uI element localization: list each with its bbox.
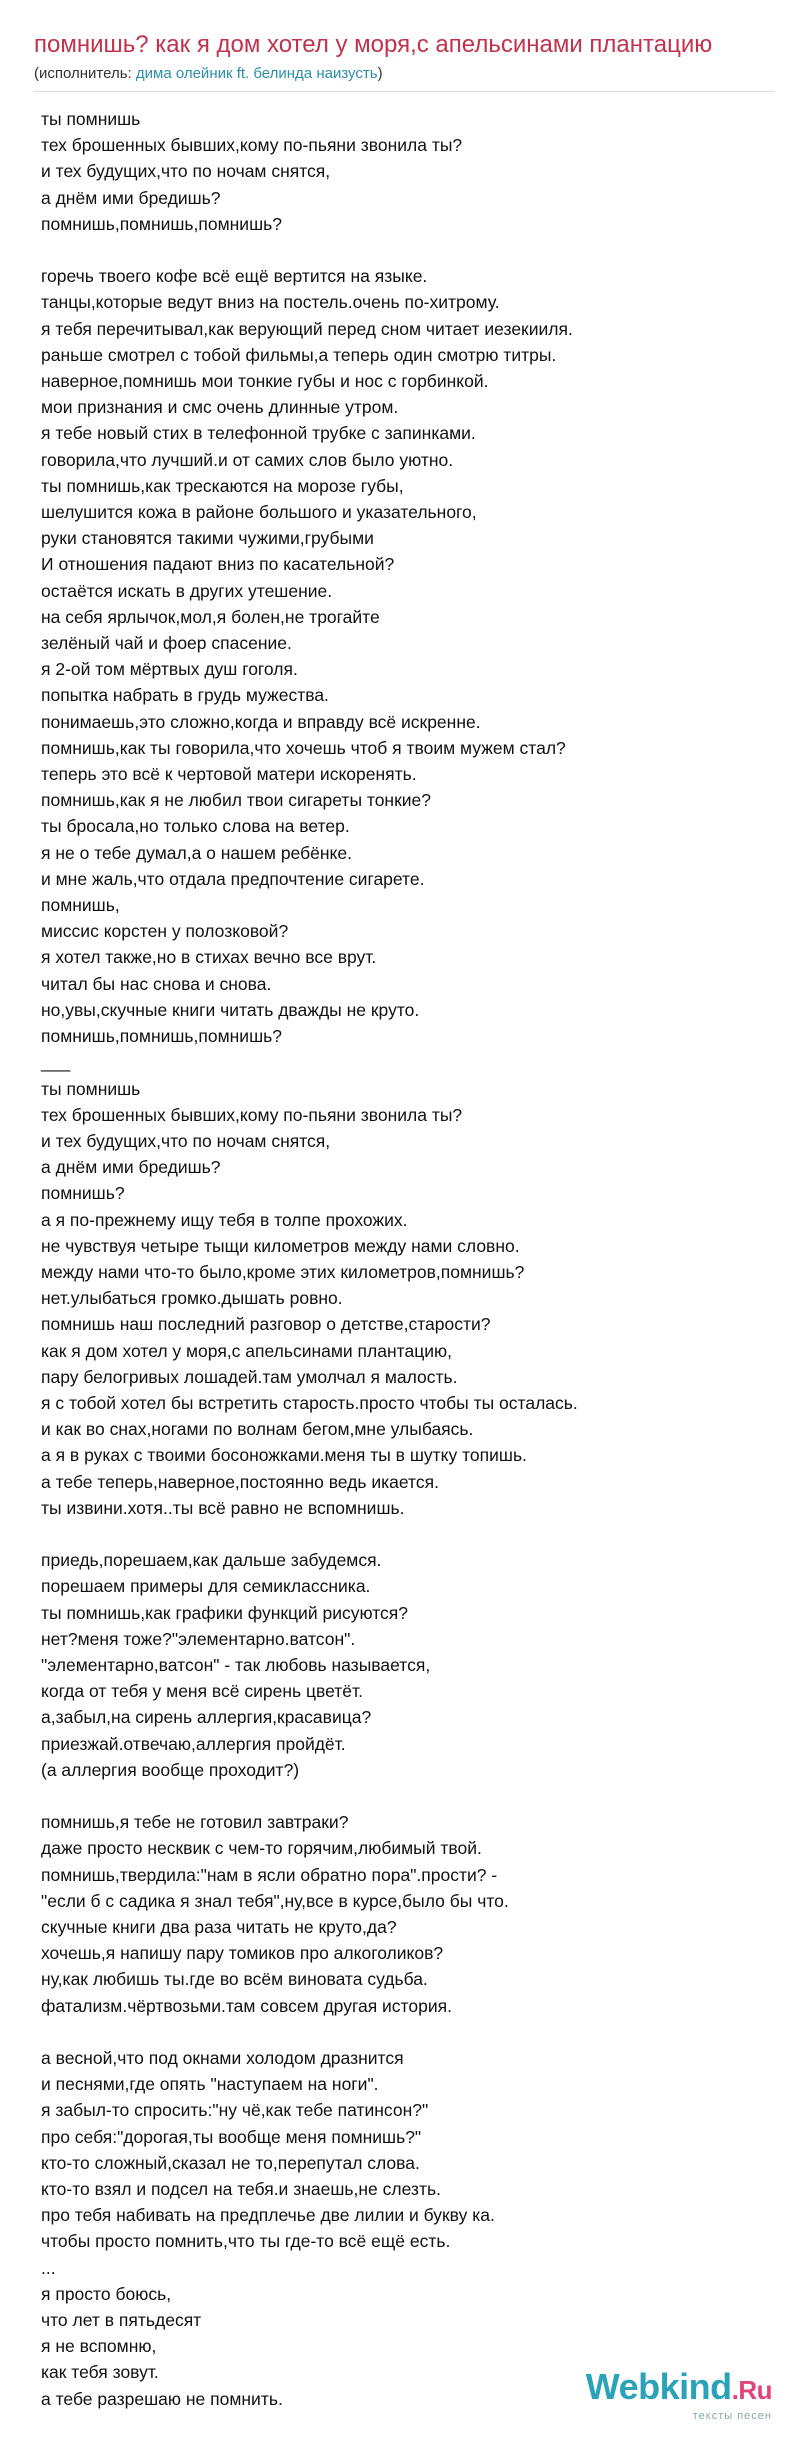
lyric-line: наверное,помнишь мои тонкие губы и нос с горбинкой. — [41, 371, 489, 392]
lyric-line: помнишь,твердила:"нам в ясли обратно пора".прости? - — [41, 1864, 498, 1885]
lyric-line: приезжай.отвечаю,аллергия пройдёт. — [41, 1733, 346, 1754]
lyric-line: я не о тебе думал,а о нашем ребёнке. — [41, 842, 352, 863]
lyric-line: зелёный чай и фоер спасение. — [41, 633, 292, 654]
lyric-line: помнишь? — [41, 1183, 125, 1204]
page — [34, 30, 774, 2412]
lyric-line: я с тобой хотел бы встретить старость.просто чтобы ты осталась. — [41, 1392, 578, 1413]
lyric-line: нет?меня тоже?"элементарно.ватсон". — [41, 1628, 356, 1649]
lyric-line: и тех будущих,что по ночам снятся, — [41, 161, 331, 182]
lyric-line — [41, 1783, 774, 1809]
lyric-line: ___ — [41, 1052, 71, 1073]
page-title: помнишь? как я дом хотел у моря,с апельсинами плантацию — [34, 31, 713, 58]
lyric-line: кто-то сложный,сказал не то,перепутал слова. — [41, 2152, 420, 2173]
lyric-line: ну,как любишь ты.где во всём виновата судьба. — [41, 1969, 428, 1990]
lyric-line: скучные книги два раза читать не круто,да? — [41, 1916, 397, 1937]
lyric-line: ты помнишь,как графики функций рисуются? — [41, 1602, 408, 1623]
lyric-line: как я дом хотел у моря,с апельсинами плантацию, — [41, 1340, 452, 1361]
lyric-line: что лет в пятьдесят — [41, 2310, 202, 2330]
lyric-line: миссис корстен у полозковой? — [41, 921, 289, 942]
lyric-line: ты помнишь,как трескаются на морозе губы, — [41, 475, 404, 496]
lyric-line: "элементарно,ватсон" - так любовь называется, — [41, 1654, 431, 1675]
lyric-line: я просто боюсь, — [41, 2283, 172, 2304]
performer-link[interactable]: дима олейник ft. белинда наизусть — [135, 65, 378, 82]
lyric-line: ... — [41, 2257, 56, 2278]
logo-wordmark — [585, 2366, 772, 2408]
lyric-line: ты помнишь — [41, 109, 141, 129]
lyric-line: а тебе теперь,наверное,постоянно ведь икается. — [41, 1471, 439, 1492]
lyric-line: и мне жаль,что отдала предпочтение сигарете. — [41, 868, 425, 889]
lyric-line: между нами что-то было,кроме этих километров,помнишь? — [41, 1261, 525, 1282]
lyric-line: танцы,которые ведут вниз на постель.очень по-хитрому. — [41, 292, 500, 313]
lyric-line: руки становятся такими чужими,грубыми — [41, 528, 374, 549]
lyric-line: пару белогривых лошадей.там умолчал я малость. — [41, 1366, 458, 1387]
performer-line — [34, 64, 774, 92]
lyric-line: и как во снах,ногами по волнам бегом,мне улыбаясь. — [41, 1419, 474, 1440]
logo-main-text: Webkind — [585, 2366, 732, 2407]
lyric-line: про себя:"дорогая,ты вообще меня помнишь?" — [41, 2126, 422, 2147]
lyric-line — [41, 237, 774, 263]
lyric-line: приедь,порешаем,как дальше забудемся. — [41, 1550, 382, 1571]
lyric-line: и песнями,где опять "наступаем на ноги". — [41, 2074, 379, 2095]
lyric-line: ты извини.хотя..ты всё равно не вспомнишь. — [41, 1497, 405, 1518]
lyric-line: а я по-прежнему ищу тебя в толпе прохожих. — [41, 1209, 408, 1230]
lyric-line: порешаем примеры для семиклассника. — [41, 1576, 371, 1597]
lyric-line: на себя ярлычок,мол,я болен,не трогайте — [41, 606, 380, 627]
lyric-line: помнишь,я тебе не готовил завтраки? — [41, 1812, 349, 1833]
site-logo[interactable] — [585, 2366, 772, 2422]
lyric-line: И отношения падают вниз по касательной? — [41, 554, 395, 575]
lyric-line — [41, 1521, 774, 1547]
lyric-line: помнишь наш последний разговор о детстве,старости? — [41, 1314, 491, 1335]
lyric-line: а днём ими бредишь? — [41, 1157, 221, 1178]
lyric-line: помнишь,помнишь,помнишь? — [41, 213, 282, 234]
lyric-line: фатализм.чёртвозьми.там совсем другая история. — [41, 1995, 452, 2016]
lyric-line — [41, 2019, 774, 2045]
lyric-line: помнишь,как я не любил твои сигареты тонкие? — [41, 790, 431, 811]
lyric-line: про тебя набивать на предплечье две лилии и букву ка. — [41, 2205, 495, 2226]
lyric-line: когда от тебя у меня всё сирень цветёт. — [41, 1681, 363, 1702]
lyric-line: читал бы нас снова и снова. — [41, 973, 272, 994]
lyric-line: "если б с садика я знал тебя",ну,все в курсе,было бы что. — [41, 1890, 509, 1911]
logo-tld: .Ru — [731, 2375, 772, 2405]
lyric-line: раньше смотрел с тобой фильмы,а теперь один смотрю титры. — [41, 344, 557, 365]
lyric-line: шелушится кожа в районе большого и указательного, — [41, 502, 477, 523]
lyric-line: а весной,что под окнами холодом дразнится — [41, 2047, 404, 2068]
lyric-line: говорила,что лучший.и от самих слов было уютно. — [41, 449, 454, 470]
logo-tagline: тексты песен — [692, 2410, 772, 2422]
lyric-line: нет.улыбаться громко.дышать ровно. — [41, 1288, 343, 1309]
performer-prefix: (исполнитель: — [34, 65, 136, 82]
lyric-line: тех брошенных бывших,кому по-пьяни звонила ты? — [41, 1104, 463, 1125]
performer-suffix: ) — [377, 65, 383, 82]
lyric-line: тех брошенных бывших,кому по-пьяни звонила ты? — [41, 135, 463, 156]
lyric-line: даже просто несквик с чем-то горячим,любимый твой. — [41, 1838, 482, 1859]
lyric-line: попытка набрать в грудь мужества. — [41, 685, 329, 706]
lyric-line: помнишь,как ты говорила,что хочешь чтоб я твоим мужем стал? — [41, 737, 566, 758]
lyric-line: как тебя зовут. — [41, 2362, 159, 2383]
lyric-line: но,увы,скучные книги читать дважды не круто. — [41, 999, 420, 1020]
lyric-line: я 2-ой том мёртвых душ гоголя. — [41, 659, 298, 680]
lyric-line: остаётся искать в других утешение. — [41, 580, 333, 601]
lyric-line: (а аллергия вообще проходит?) — [41, 1759, 300, 1780]
lyric-line: помнишь, — [41, 895, 120, 916]
lyric-line: я тебе новый стих в телефонной трубке с запинками. — [41, 423, 476, 444]
lyric-line: я хотел также,но в стихах вечно все врут. — [41, 947, 377, 968]
lyric-line: ты бросала,но только слова на ветер. — [41, 816, 350, 837]
lyric-line: теперь это всё к чертовой матери искоренять. — [41, 764, 417, 785]
lyric-line: я тебя перечитывал,как верующий перед сном читает иезекииля. — [41, 318, 573, 339]
lyric-line: и тех будущих,что по ночам снятся, — [41, 1130, 331, 1151]
lyric-line: а днём ими бредишь? — [41, 187, 221, 208]
lyric-line: мои признания и смс очень длинные утром. — [41, 397, 399, 418]
lyric-line: а,забыл,на сирень аллергия,красавица? — [41, 1707, 372, 1728]
lyric-line: горечь твоего кофе всё ещё вертится на языке. — [41, 266, 428, 287]
lyric-line: чтобы просто помнить,что ты где-то всё ещё есть. — [41, 2231, 451, 2252]
lyric-line: понимаешь,это сложно,когда и вправду всё искренне. — [41, 711, 481, 732]
lyric-line: кто-то взял и подсел на тебя.и знаешь,не слезть. — [41, 2178, 441, 2199]
lyric-line: я не вспомню, — [41, 2336, 157, 2357]
lyric-line: хочешь,я напишу пару томиков про алкоголиков? — [41, 1943, 444, 1964]
lyric-line: а я в руках с твоими босоножками.меня ты в шутку топишь. — [41, 1445, 527, 1466]
lyric-line: а тебе разрешаю не помнить. — [41, 2388, 283, 2409]
lyric-line: помнишь,помнишь,помнишь? — [41, 1026, 282, 1047]
lyric-line: не чувствуя четыре тыщи километров между нами словно. — [41, 1235, 520, 1256]
lyric-line: я забыл-то спросить:"ну чё,как тебе патинсон?" — [41, 2100, 429, 2121]
lyric-line: ты помнишь — [41, 1078, 141, 1099]
lyrics-body — [34, 106, 774, 2412]
